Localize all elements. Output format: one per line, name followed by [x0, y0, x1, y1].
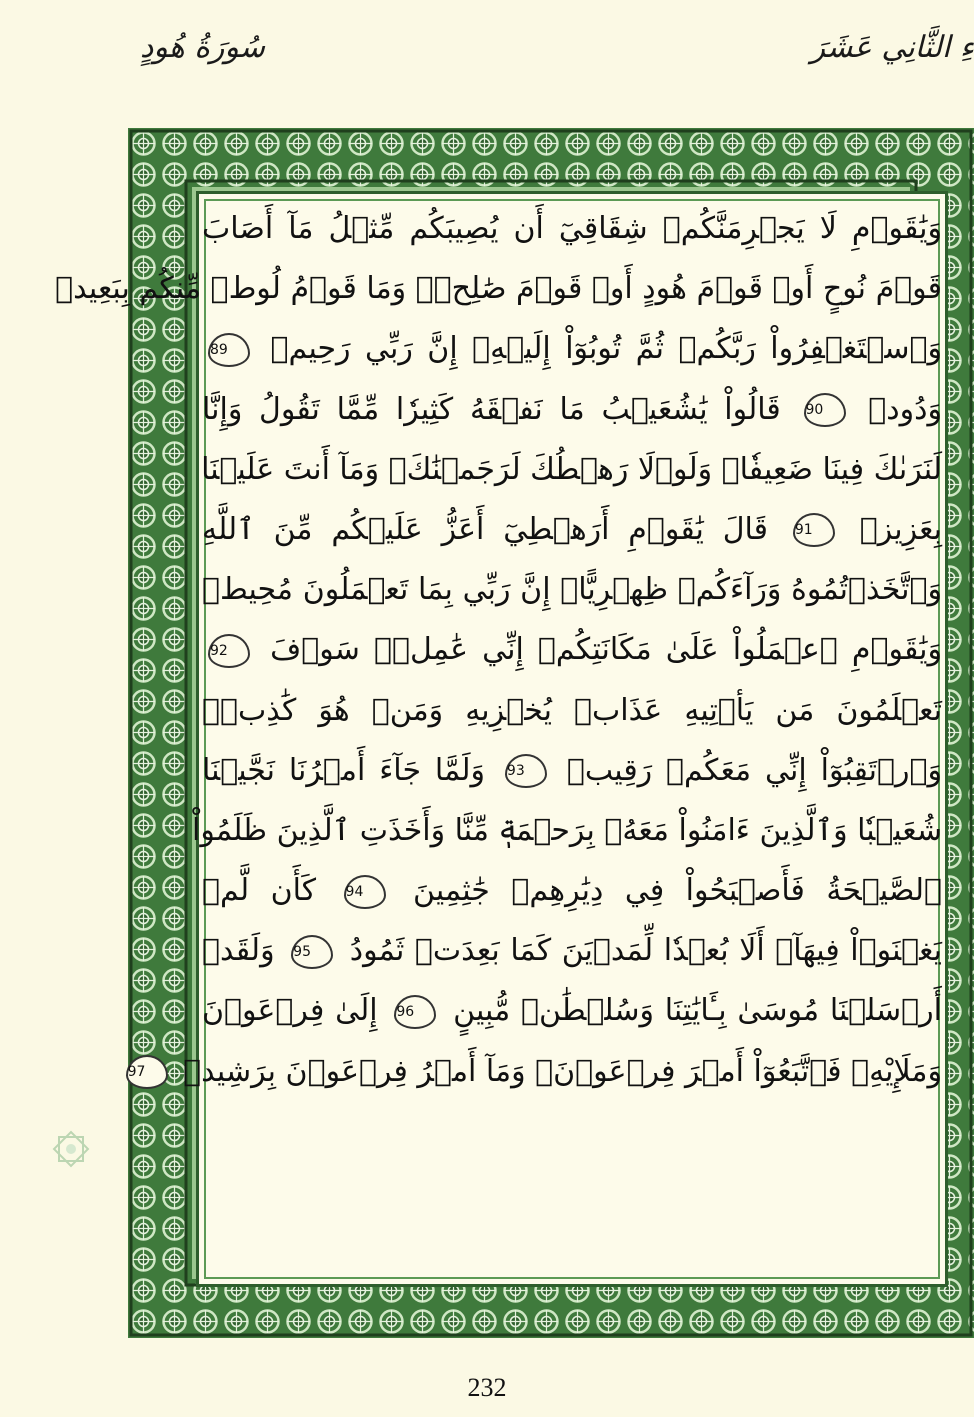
- verse-line: [202, 741, 942, 801]
- verse-line: [202, 681, 942, 741]
- page-number: 232: [467, 1373, 507, 1402]
- ayah-number-marker: 94: [344, 875, 386, 909]
- ayah-number-marker: 92: [208, 634, 250, 668]
- ayah-number-marker: 89: [208, 333, 250, 367]
- verse-text: شُعَيۡبٗا وَٱلَّذِينَ ءَامَنُواْ مَعَهُۥ بِرَحۡمَةٖ مِّنَّا وَأَخَذَتِ ٱلَّذِينَ ظَلَمُواْ: [192, 812, 942, 848]
- verse-line: [202, 861, 942, 921]
- verse-line: [202, 620, 942, 680]
- verse-text: وَلَمَّا جَآءَ أَمۡرُنَا نَجَّيۡنَا: [202, 752, 485, 788]
- verse-line: [202, 981, 942, 1041]
- ayah-number-marker: 96: [394, 995, 436, 1029]
- ayah-number-marker: 91: [793, 513, 835, 547]
- verse-text: ٱلصَّيۡحَةُ فَأَصۡبَحُواْ فِي دِيَٰرِهِمۡ جَٰثِمِينَ: [413, 873, 943, 909]
- ayah-number-marker: 93: [505, 754, 547, 788]
- verse-text: يَغۡنَوۡاْ فِيهَآۗ أَلَا بُعۡدٗا لِّمَدۡيَنَ كَمَا بَعِدَتۡ ثَمُودُ: [349, 933, 942, 969]
- ayah-number-marker: 90: [804, 393, 846, 427]
- verse-text: قَالَ يَٰقَوۡمِ أَرَهۡطِيٓ أَعَزُّ عَلَيۡكُم مِّنَ ٱللَّهِ: [202, 511, 769, 547]
- verse-text: وَٱتَّخَذۡتُمُوهُ وَرَآءَكُمۡ ظِهۡرِيًّاۖ إِنَّ رَبِّي بِمَا تَعۡمَلُونَ مُحِيطٞ: [202, 572, 942, 608]
- verse-text: تَعۡلَمُونَ مَن يَأۡتِيهِ عَذَابٞ يُخۡزِيهِ وَمَنۡ هُوَ كَٰذِبٞۖ: [202, 692, 942, 728]
- juz-name-header: ءِ الثَّانِي عَشَرَ: [810, 30, 974, 65]
- verse-text: وَٱرۡتَقِبُوٓاْ إِنِّي مَعَكُمۡ رَقِيبٞ: [566, 752, 942, 788]
- page-header: [0, 30, 974, 92]
- rub-el-hizb-marker-icon: [50, 1128, 92, 1170]
- verse-line: [127, 1042, 942, 1102]
- verse-line: [202, 380, 942, 440]
- verse-text: وَيَٰقَوۡمِ ٱعۡمَلُواْ عَلَىٰ مَكَانَتِكُمۡ إِنِّي عَٰمِلٞۖ سَوۡفَ: [270, 632, 942, 668]
- verse-line: [202, 440, 942, 500]
- verse-line: [202, 921, 942, 981]
- verse-line: [55, 259, 942, 319]
- verse-line: [202, 319, 942, 379]
- verse-text: إِلَىٰ فِرۡعَوۡنَ: [202, 993, 378, 1029]
- verse-text: كَأَن لَّمۡ: [202, 873, 317, 909]
- verse-text: قَوۡمَ نُوحٍ أَوۡ قَوۡمَ هُودٍ أَوۡ قَوۡمَ صَٰلِحٖۚ وَمَا قَوۡمُ لُوطٖ مِّنكُم بِبَعِيدٖ: [55, 271, 942, 307]
- verse-text: وَدُودٞ: [868, 391, 942, 427]
- ayah-number-marker: 95: [291, 935, 333, 969]
- verse-text: وَيَٰقَوۡمِ لَا يَجۡرِمَنَّكُمۡ شِقَاقِيٓ أَن يُصِيبَكُم مِّثۡلُ مَآ أَصَابَ: [202, 211, 942, 246]
- verse-text: بِعَزِيزٖ: [859, 511, 942, 547]
- quran-text-area: [55, 199, 948, 1295]
- ayah-number-marker: 97: [126, 1055, 168, 1089]
- verse-text: قَالُواْ يَٰشُعَيۡبُ مَا نَفۡقَهُ كَثِيرٗا مِّمَّا تَقُولُ وَإِنَّا: [202, 391, 781, 427]
- verse-text: أَرۡسَلۡنَا مُوسَىٰ بِـَٔايَٰتِنَا وَسُلۡطَٰنٖ مُّبِينٍ: [453, 993, 942, 1029]
- verse-text: وَلَقَدۡ: [202, 933, 275, 969]
- verse-line: [192, 801, 942, 861]
- verse-text: لَنَرَىٰكَ فِينَا ضَعِيفٗاۖ وَلَوۡلَا رَهۡطُكَ لَرَجَمۡنَٰكَۖ وَمَآ أَنتَ عَلَيۡنَا: [201, 451, 942, 487]
- surah-name-header: سُورَةُ هُودٍ: [140, 30, 266, 65]
- verse-text: وَمَلَإِيْهِۦ فَٱتَّبَعُوٓاْ أَمۡرَ فِرۡعَوۡنَۖ وَمَآ أَمۡرُ فِرۡعَوۡنَ بِرَشِيدٖ: [183, 1053, 942, 1089]
- verse-line: [202, 199, 942, 259]
- verse-line: [202, 500, 942, 560]
- verse-line: [202, 560, 942, 620]
- verse-text: وَٱسۡتَغۡفِرُواْ رَبَّكُمۡ ثُمَّ تُوبُوٓاْ إِلَيۡهِۚ إِنَّ رَبِّي رَحِيمٞ: [270, 331, 942, 367]
